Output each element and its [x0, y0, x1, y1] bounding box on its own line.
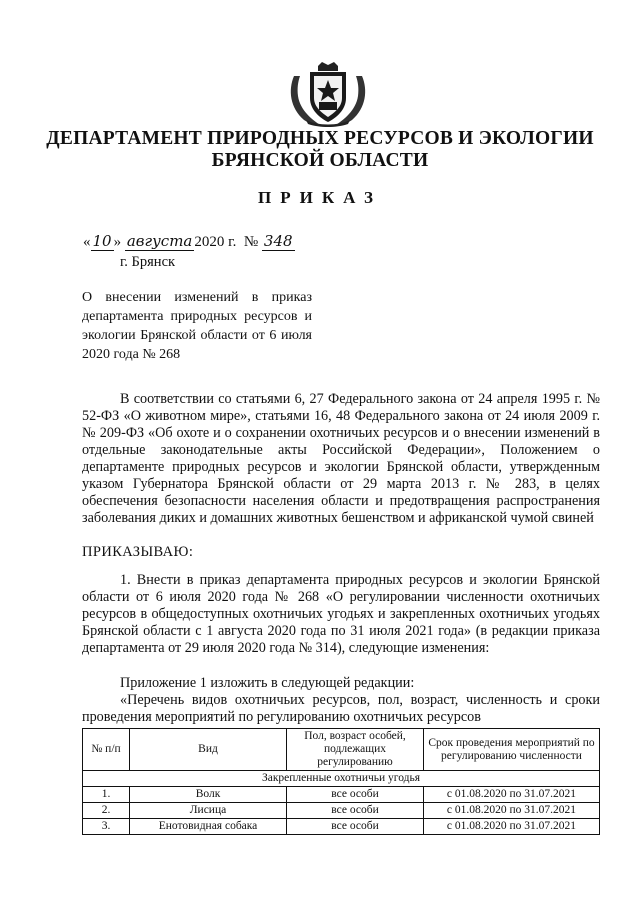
header-period: Срок проведения мероприятий по регулированию численности	[424, 729, 600, 771]
header-number: № п/п	[83, 729, 130, 771]
cell-number: 3.	[83, 819, 130, 835]
decree-word: ПРИКАЗЫВАЮ:	[82, 544, 194, 560]
cell-sex-age: все особи	[287, 819, 424, 835]
table-section-row	[83, 771, 600, 787]
header-species: Вид	[130, 729, 287, 771]
cell-period: с 01.08.2020 по 31.07.2021	[424, 803, 600, 819]
document-type-title: ПРИКАЗ	[258, 188, 382, 207]
order-date-line	[83, 232, 295, 251]
cell-number: 1.	[83, 787, 130, 803]
cell-species: Волк	[130, 787, 287, 803]
appendix-instruction: Приложение 1 изложить в следующей редакции:	[120, 675, 415, 691]
table-row	[83, 819, 600, 835]
date-year: 2020 г.	[194, 234, 237, 250]
city: г. Брянск	[120, 254, 176, 270]
date-quote-open: «	[83, 234, 91, 250]
order-subject: О внесении изменений в приказ департамента природных ресурсов и экологии Брянской области от 6 июля 2020 года № 268	[82, 290, 312, 362]
date-quote-close: »	[113, 234, 122, 250]
date-day-handwritten: 10	[92, 232, 112, 250]
table-header-row	[83, 729, 600, 771]
cell-period: с 01.08.2020 по 31.07.2021	[424, 787, 600, 803]
table-row	[83, 787, 600, 803]
coat-of-arms-emblem	[286, 62, 370, 128]
cell-sex-age: все особи	[287, 803, 424, 819]
preamble-paragraph: В соответствии со статьями 6, 27 Федерального закона от 24 апреля 1995 г. № 52-ФЗ «О животном мире», статьями 16, 48 Федерального закона от 24 июля 2009 г. № 209-ФЗ «Об охоте и о сохранении охотничьих ресурсов и о внесении изменений в отдельные законодательные акты Российской Федерации», Положением о департаменте природных ресурсов и экологии Брянской области, утвержденным указом Губернатора Брянской области от 29 марта 2013 г. № 283, в целях обеспечения безопасности населения области и предотвращения распространения заболевания диких и домашних животных бешенством и африканской чумой свиней	[82, 391, 600, 526]
hunting-resources-table	[82, 728, 600, 835]
order-number-handwritten: 348	[263, 232, 293, 250]
cell-species: Енотовидная собака	[130, 819, 287, 835]
section-label: Закрепленные охотничьи угодья	[83, 771, 600, 787]
list-title: «Перечень видов охотничьих ресурсов, пол, возраст, численность и сроки проведения мероприятий по регулированию охотничьих ресурсов	[82, 692, 600, 725]
date-month-handwritten: августа	[126, 232, 193, 250]
department-name-line2: БРЯНСКОЙ ОБЛАСТИ	[211, 150, 429, 171]
item-1-paragraph: 1. Внести в приказ департамента природных ресурсов и экологии Брянской области от 6 июля 2020 года № 268 «О регулировании численности охотничьих ресурсов в общедоступных охотничьих угодьях и закрепленных охотничьих угодьях Брянской области с 1 августа 2020 года по 31 июля 2021 года» (в редакции приказа департамента от 29 июля 2020 года № 314), следующие изменения:	[82, 572, 600, 656]
cell-species: Лисица	[130, 803, 287, 819]
cell-number: 2.	[83, 803, 130, 819]
header-sex-age: Пол, возраст особей, подлежащих регулированию	[287, 729, 424, 771]
table-row	[83, 803, 600, 819]
cell-sex-age: все особи	[287, 787, 424, 803]
cell-period: с 01.08.2020 по 31.07.2021	[424, 819, 600, 835]
department-name-line1: ДЕПАРТАМЕНТ ПРИРОДНЫХ РЕСУРСОВ И ЭКОЛОГИИ	[46, 128, 594, 149]
order-number-label: №	[243, 234, 259, 250]
